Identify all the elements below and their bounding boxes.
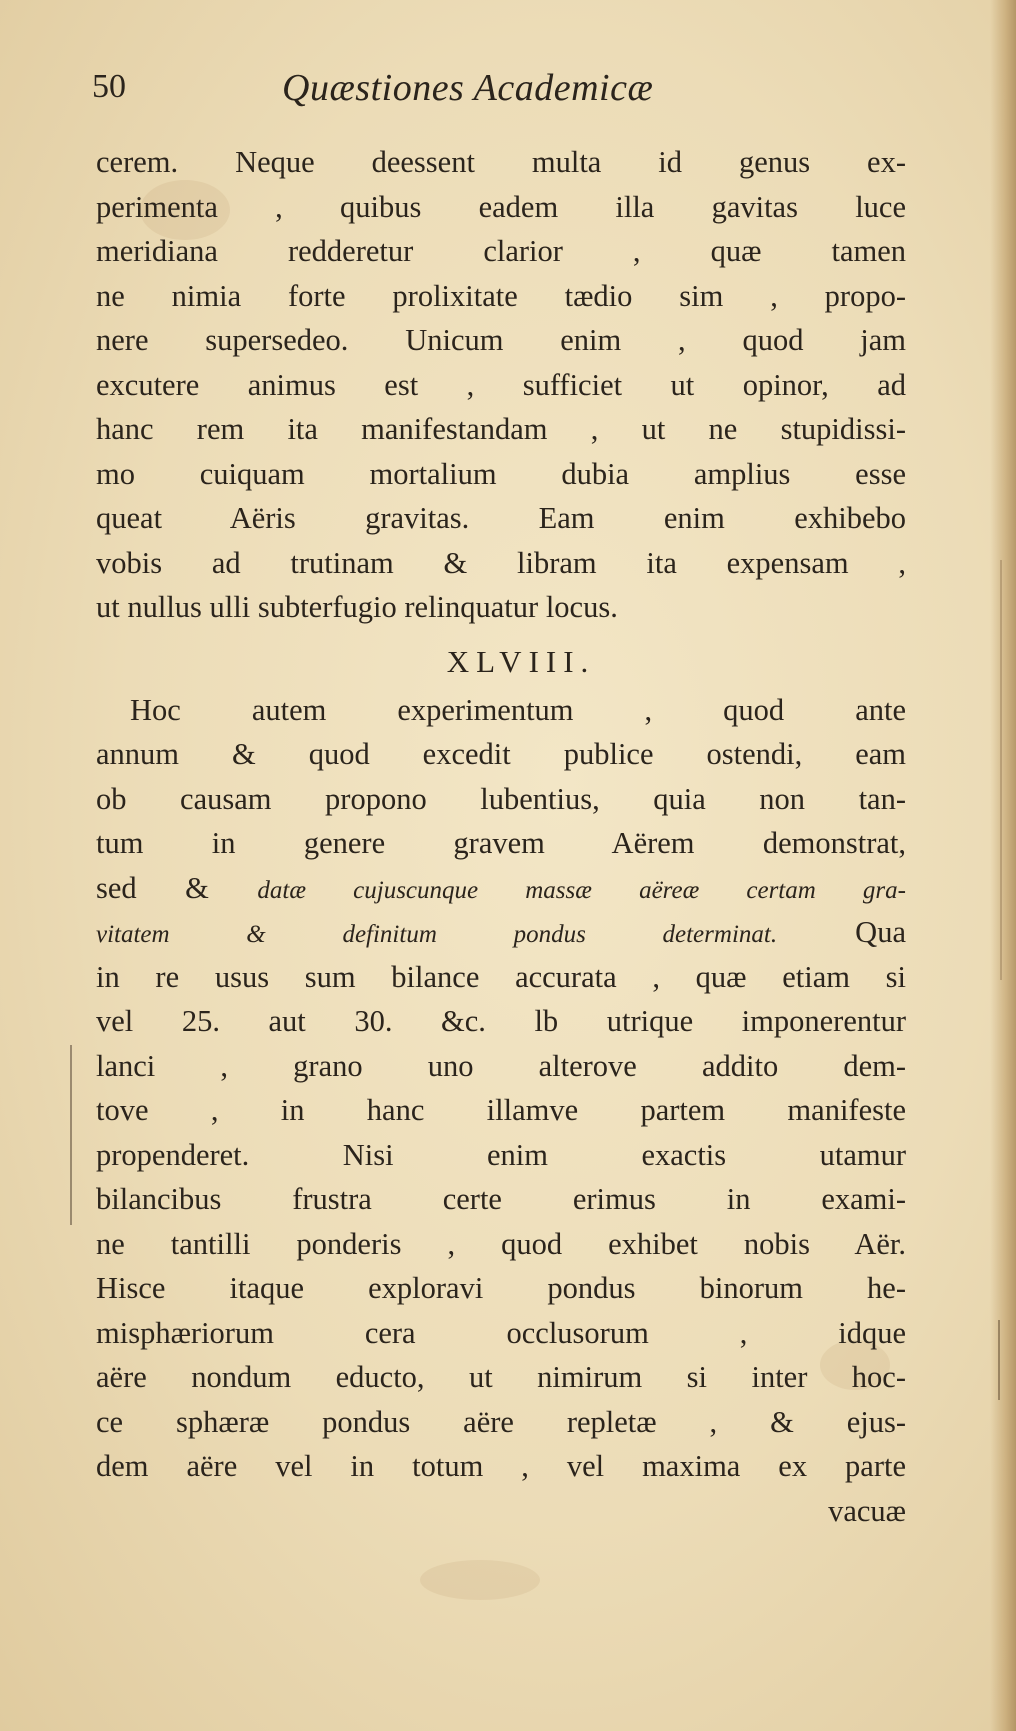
margin-mark (998, 1320, 1000, 1400)
text-line: perimenta , quibus eadem illa gavitas luce (96, 189, 906, 224)
text-line: tove , in hanc illamve partem manifeste (96, 1093, 906, 1127)
italic-text: datæ cujuscunque massæ aëreæ certam gra- (257, 876, 906, 904)
text-line: dem aëre vel in totum , vel maxima ex parte (96, 1449, 906, 1483)
text-line: nere supersedeo. Unicum enim , quod jam (96, 323, 906, 357)
catchword: vacuæ (828, 1493, 906, 1528)
text-line: propenderet. Nisi enim exactis utamur (96, 1137, 906, 1172)
text-line: cerem. Neque deessent multa id genus ex- (96, 145, 906, 179)
text-line: vel 25. aut 30. &c. lb utrique imponerentur (96, 1004, 906, 1038)
text-line: aëre nondum educto, ut nimirum si inter hoc- (96, 1360, 906, 1394)
text-line: excutere animus est , sufficiet ut opinor, ad (96, 367, 906, 402)
text-line-mixed (96, 866, 906, 911)
text-line: ce sphæræ pondus aëre repletæ , & ejus- (96, 1404, 906, 1439)
text-line: misphæriorum cera occlusorum , idque (96, 1315, 906, 1350)
margin-mark (70, 1045, 72, 1225)
page-header (92, 64, 912, 114)
text-line: ob causam propono lubentius, quia non tan- (96, 781, 906, 816)
section-heading: XLVIII. (446, 643, 596, 679)
italic-text: vitatem & definitum pondus determinat. (96, 921, 778, 948)
text-line: Hisce itaque exploravi pondus binorum he- (96, 1271, 906, 1305)
text-line: ut nullus ulli subterfugio relinquatur locus. (96, 590, 618, 624)
text-line: in re usus sum bilance accurata , quæ etiam si (96, 959, 906, 994)
text-line: tum in genere gravem Aërem demonstrat, (96, 826, 906, 860)
margin-mark (1000, 560, 1002, 980)
page-edge-shadow (990, 0, 1016, 1731)
text-line: annum & quod excedit publice ostendi, eam (96, 737, 906, 771)
text-line: mo cuiquam mortalium dubia amplius esse (96, 456, 906, 491)
body-text (96, 140, 906, 1533)
text-line: Hoc autem experimentum , quod ante (130, 692, 906, 727)
roman-text: Qua (777, 915, 906, 949)
page-number: 50 (92, 68, 126, 105)
text-line: bilancibus frustra certe erimus in exami- (96, 1182, 906, 1216)
running-head: Quæstiones Academicæ (282, 67, 654, 109)
roman-text: sed & (96, 870, 258, 905)
text-line: vobis ad trutinam & libram ita expensam , (96, 545, 906, 580)
text-line: lanci , grano uno alterove addito dem- (96, 1048, 906, 1083)
text-line: ne tantilli ponderis , quod exhibet nobis Aër. (96, 1226, 906, 1261)
paper-stain (420, 1560, 540, 1600)
text-line: hanc rem ita manifestandam , ut ne stupidissi- (96, 412, 906, 446)
text-line: ne nimia forte prolixitate tædio sim , propo- (96, 278, 906, 313)
text-line-mixed (96, 910, 906, 955)
text-line: meridiana redderetur clarior , quæ tamen (96, 234, 906, 268)
text-line: queat Aëris gravitas. Eam enim exhibebo (96, 501, 906, 535)
